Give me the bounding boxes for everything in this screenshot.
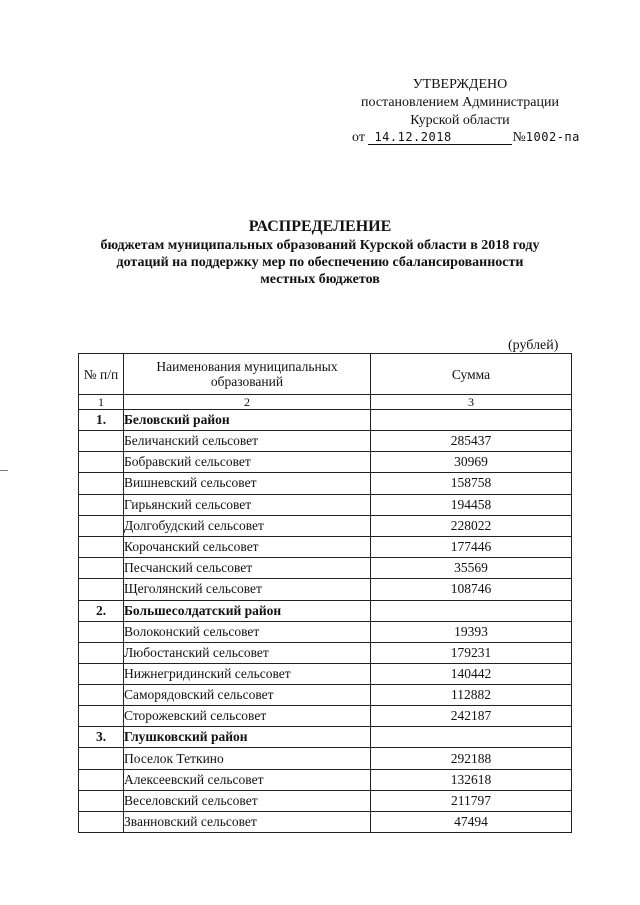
col-num-2: 2 <box>124 395 371 410</box>
municipality-name: Бобравский сельсовет <box>124 452 371 473</box>
title-line-1: бюджетам муниципальных образований Курской области в 2018 году <box>100 238 540 253</box>
row-number <box>79 663 124 684</box>
margin-mark <box>0 470 8 471</box>
approval-issuer: постановлением Администрации <box>361 95 559 110</box>
table-row <box>79 431 572 452</box>
document-title <box>60 218 580 288</box>
municipality-name: Вишневский сельсовет <box>124 473 371 494</box>
title-line-2: дотаций на поддержку мер по обеспечению сбалансированности <box>116 255 524 270</box>
row-number <box>79 431 124 452</box>
municipality-name: Званновский сельсовет <box>124 812 371 833</box>
table-row <box>79 452 572 473</box>
municipality-name: Сторожевский сельсовет <box>124 706 371 727</box>
table-row <box>79 790 572 811</box>
municipality-sum: 112882 <box>371 685 572 706</box>
table-row <box>79 642 572 663</box>
table-row <box>79 473 572 494</box>
district-name: Беловский район <box>124 410 371 431</box>
district-sum <box>371 727 572 748</box>
district-sum <box>371 600 572 621</box>
municipality-sum: 292188 <box>371 748 572 769</box>
table-row <box>79 748 572 769</box>
municipality-sum: 177446 <box>371 536 572 557</box>
row-number <box>79 558 124 579</box>
municipality-sum: 242187 <box>371 706 572 727</box>
district-number: 3. <box>79 727 124 748</box>
row-number <box>79 452 124 473</box>
municipality-name: Гирьянский сельсовет <box>124 494 371 515</box>
table-row <box>79 685 572 706</box>
row-number <box>79 536 124 557</box>
title-main: РАСПРЕДЕЛЕНИЕ <box>248 218 392 235</box>
municipality-sum: 108746 <box>371 579 572 600</box>
district-number: 1. <box>79 410 124 431</box>
municipality-sum: 140442 <box>371 663 572 684</box>
column-number-row <box>79 395 572 410</box>
row-number <box>79 642 124 663</box>
municipality-sum: 19393 <box>371 621 572 642</box>
municipality-sum: 158758 <box>371 473 572 494</box>
header-sum: Сумма <box>371 354 572 395</box>
district-name: Глушковский район <box>124 727 371 748</box>
row-number <box>79 769 124 790</box>
municipality-sum: 194458 <box>371 494 572 515</box>
row-number <box>79 473 124 494</box>
municipality-sum: 179231 <box>371 642 572 663</box>
table-row <box>79 812 572 833</box>
approval-date-line <box>352 130 580 146</box>
table-row <box>79 579 572 600</box>
approval-number: 1002-па <box>525 130 580 144</box>
table-row <box>79 706 572 727</box>
district-row <box>79 727 572 748</box>
header-number: № п/п <box>79 354 124 395</box>
municipality-name: Нижнегридинский сельсовет <box>124 663 371 684</box>
municipality-sum: 35569 <box>371 558 572 579</box>
row-number <box>79 621 124 642</box>
municipality-name: Поселок Теткино <box>124 748 371 769</box>
district-sum <box>371 410 572 431</box>
table-row <box>79 536 572 557</box>
date-prefix: от <box>352 130 365 145</box>
row-number <box>79 579 124 600</box>
municipality-sum: 47494 <box>371 812 572 833</box>
table-row <box>79 663 572 684</box>
municipality-name: Саморядовский сельсовет <box>124 685 371 706</box>
title-line-3: местных бюджетов <box>260 272 380 287</box>
table-row <box>79 494 572 515</box>
currency-unit: (рублей) <box>508 338 559 353</box>
row-number <box>79 748 124 769</box>
number-prefix: № <box>512 130 526 145</box>
table-row <box>79 769 572 790</box>
approval-date: 14.12.2018 <box>368 130 512 145</box>
municipality-name: Песчанский сельсовет <box>124 558 371 579</box>
district-name: Большесолдатский район <box>124 600 371 621</box>
row-number <box>79 706 124 727</box>
municipality-name: Корочанский сельсовет <box>124 536 371 557</box>
municipality-name: Волоконский сельсовет <box>124 621 371 642</box>
municipality-sum: 285437 <box>371 431 572 452</box>
approval-heading: УТВЕРЖДЕНО <box>412 77 508 92</box>
municipality-name: Веселовский сельсовет <box>124 790 371 811</box>
municipality-name: Щеголянский сельсовет <box>124 579 371 600</box>
header-name: Наименования муниципальных образований <box>124 354 371 395</box>
municipality-sum: 211797 <box>371 790 572 811</box>
district-row <box>79 600 572 621</box>
district-row <box>79 410 572 431</box>
municipality-name: Беличанский сельсовет <box>124 431 371 452</box>
municipality-name: Алексеевский сельсовет <box>124 769 371 790</box>
row-number <box>79 790 124 811</box>
col-num-1: 1 <box>79 395 124 410</box>
municipality-sum: 228022 <box>371 515 572 536</box>
row-number <box>79 812 124 833</box>
row-number <box>79 685 124 706</box>
table-row <box>79 558 572 579</box>
col-num-3: 3 <box>371 395 572 410</box>
approval-region: Курской области <box>410 113 510 128</box>
distribution-table <box>78 353 572 833</box>
table-row <box>79 621 572 642</box>
municipality-sum: 30969 <box>371 452 572 473</box>
table-row <box>79 515 572 536</box>
municipality-sum: 132618 <box>371 769 572 790</box>
municipality-name: Любостанский сельсовет <box>124 642 371 663</box>
row-number <box>79 494 124 515</box>
table-header-row <box>79 354 572 395</box>
row-number <box>79 515 124 536</box>
district-number: 2. <box>79 600 124 621</box>
approval-block <box>340 76 580 130</box>
municipality-name: Долгобудский сельсовет <box>124 515 371 536</box>
